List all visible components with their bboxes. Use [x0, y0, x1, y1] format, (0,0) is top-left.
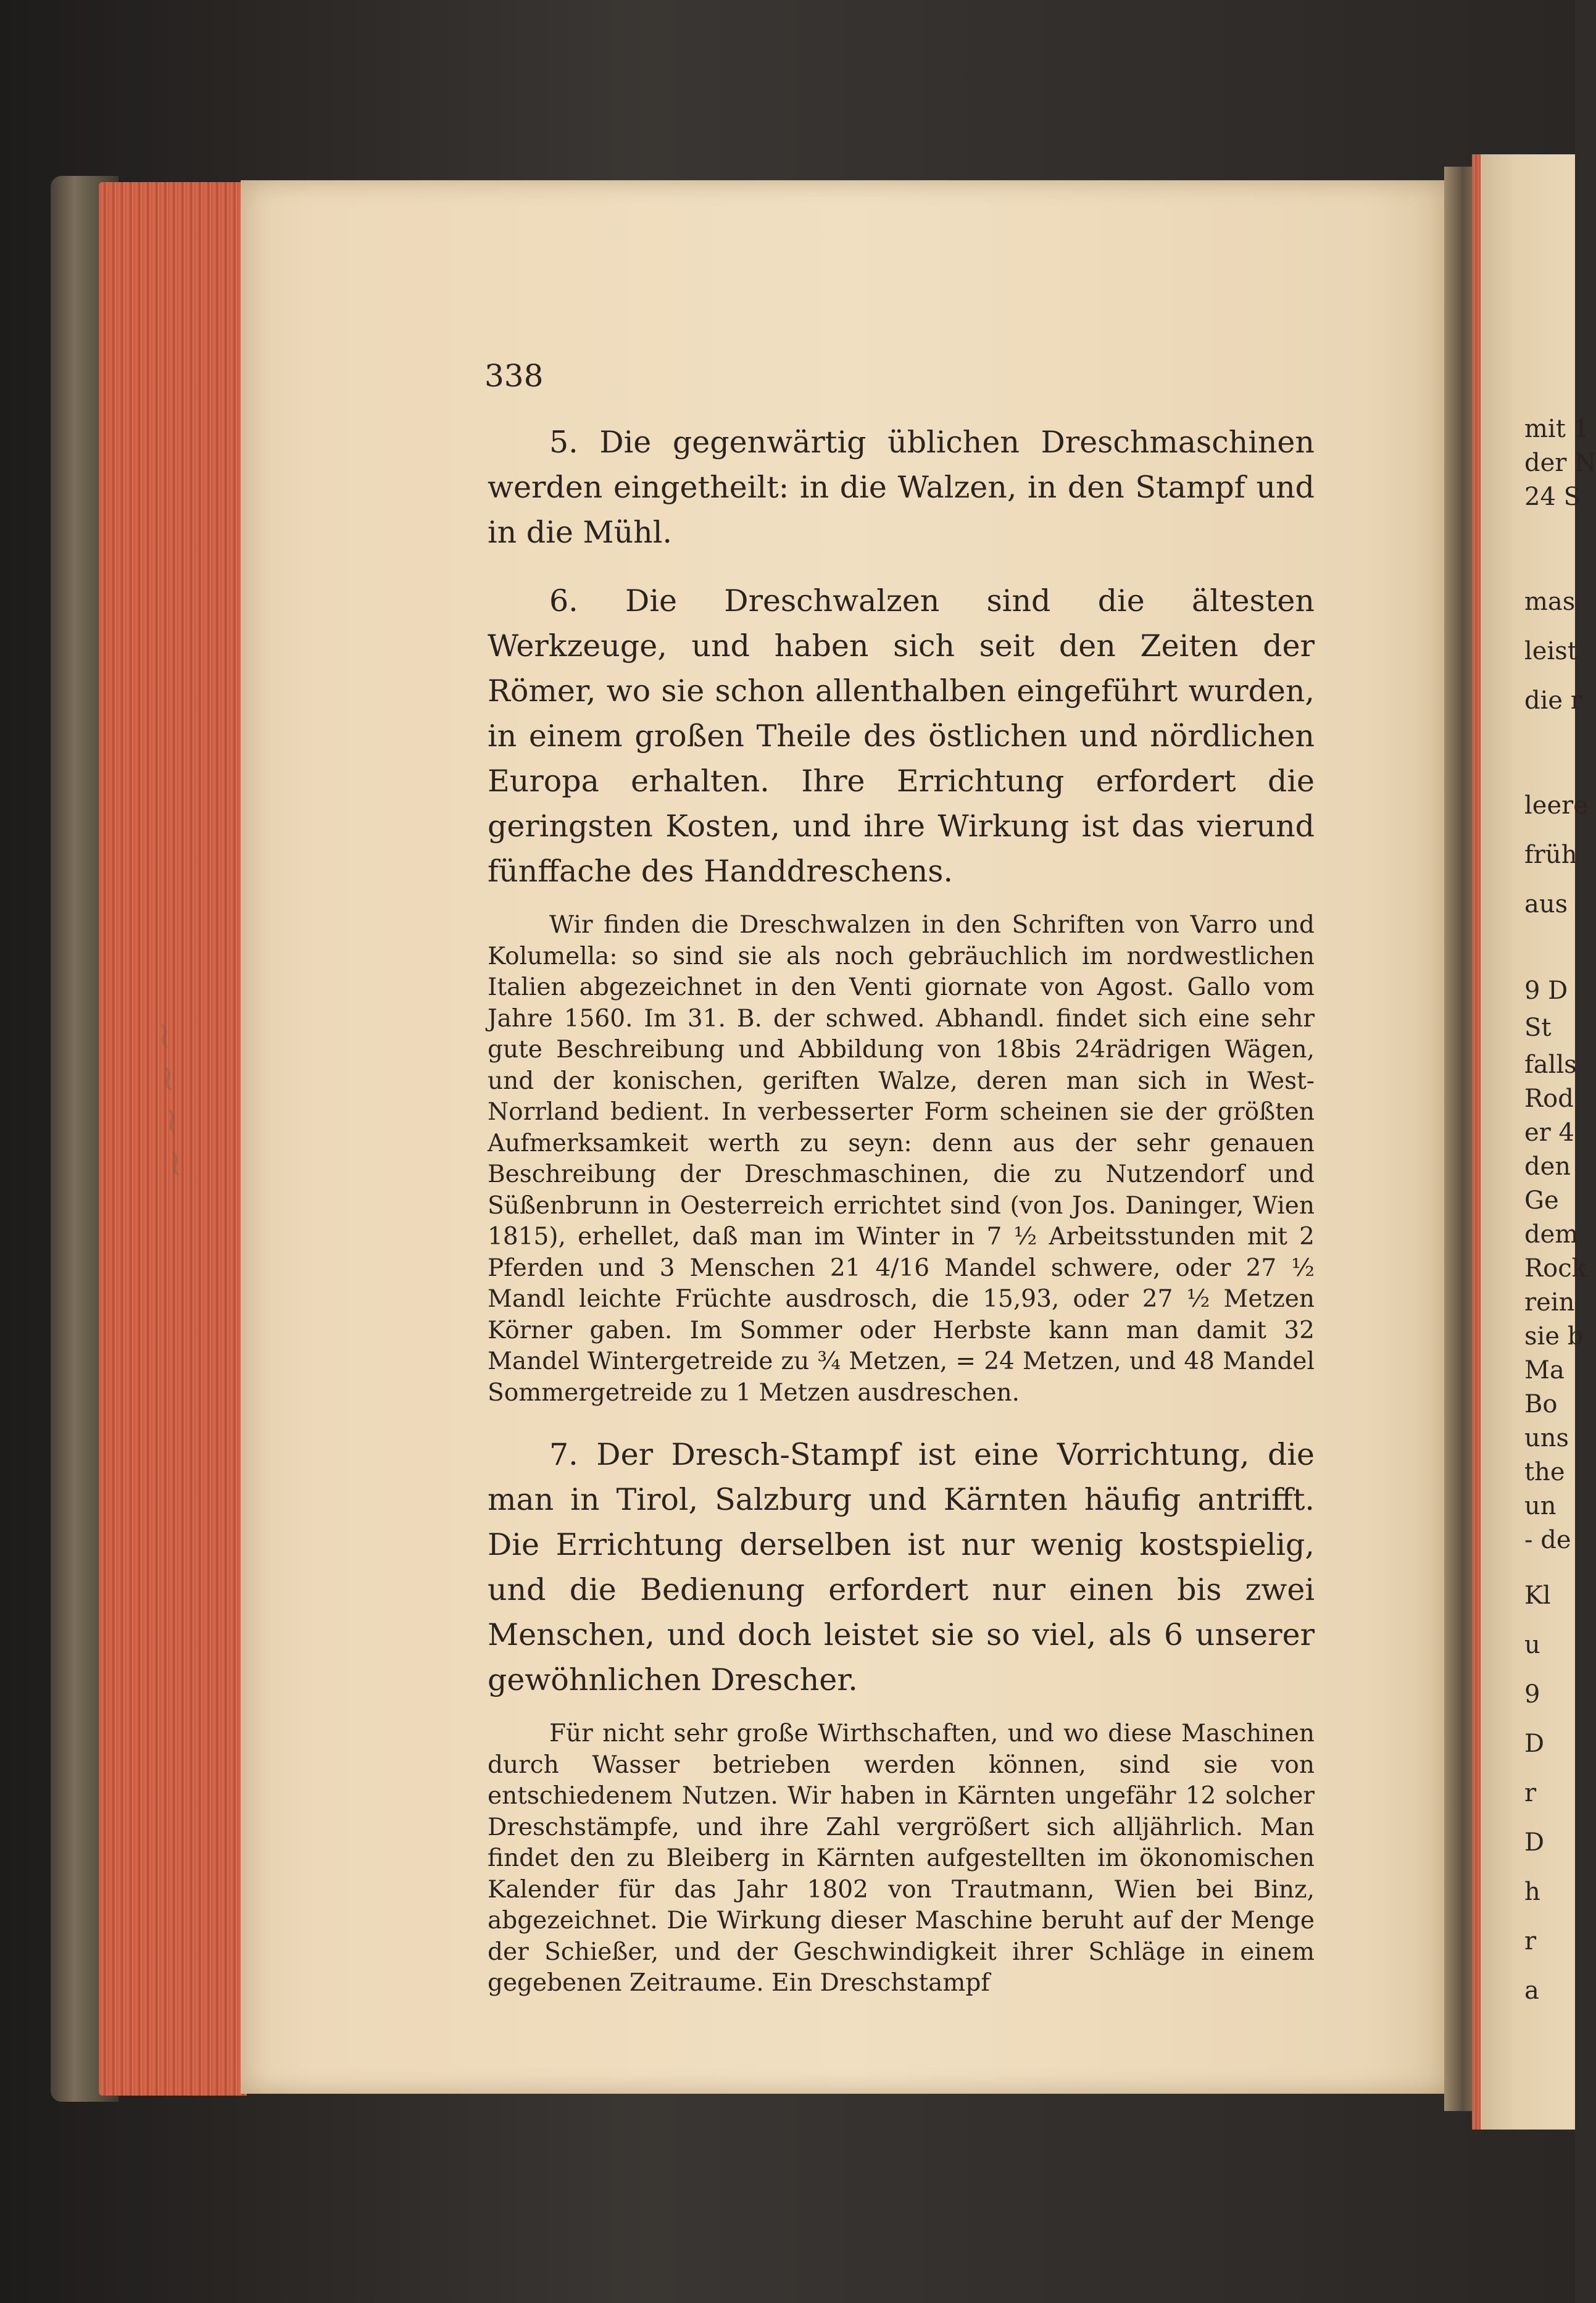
- page-number: 338: [484, 358, 544, 394]
- right-page-fragment: St: [1524, 1014, 1552, 1042]
- right-page-fragment: un: [1524, 1492, 1557, 1520]
- right-page-fragment: den: [1524, 1152, 1571, 1181]
- right-page-fragment: uns: [1524, 1424, 1569, 1452]
- right-page-fragment: leist: [1524, 637, 1577, 665]
- right-page-fragment: der N: [1524, 449, 1596, 477]
- right-page-fragment: dem: [1524, 1220, 1579, 1249]
- right-page-fragment: die r: [1524, 686, 1582, 715]
- right-page-fragment: Rock: [1524, 1254, 1587, 1283]
- footnote-paragraph: Für nicht sehr große Wirthschaften, und wo diese Maschinen durch Wasser betrieben werden können, sind sie von entschiedenem Nutzen. Wir haben in Kärnten ungefähr 12 solcher Dreschstämpfe, und ihre Zahl vergrößert sich alljährlich. Man findet den zu Bleiberg in Kärnten aufgestellten im ökonomischen Kalender für das Jahr 1802 von Trautmann, Wien bei Binz, abgezeichnet. Die Wirkung dieser Maschine beruht auf der Menge der Schießer, und der Geschwindigkeit ihrer Schläge in einem gegebenen Zeitraume. Ein Dreschstampf: [488, 1720, 1315, 1997]
- body-paragraph: 5. Die gegenwärtig üblichen Dreschmaschinen werden eingetheilt: in die Walzen, in den Stampf und in die Mühl.: [488, 425, 1315, 550]
- right-page-fragment: 9: [1524, 1680, 1540, 1709]
- right-page-fragment: mit 1: [1524, 415, 1589, 443]
- right-page-fragment: r: [1524, 1927, 1537, 1955]
- right-page-fragment: 9 D: [1524, 977, 1568, 1005]
- body-paragraph: 7. Der Dresch-Stampf ist eine Vorrichtung, die man in Tirol, Salzburg und Kärnten häufig antrifft. Die Errichtung derselben ist nur wenig kostspielig, und die Bedienung erfordert nur einen bis zwei Menschen, und doch leistet sie so viel, als 6 unserer gewöhnlichen Drescher.: [488, 1437, 1315, 1697]
- right-page-fragment: r: [1524, 1779, 1537, 1807]
- right-page-fragment: Bo: [1524, 1390, 1558, 1418]
- right-page-fragment: er 4: [1524, 1118, 1574, 1147]
- right-page-fragment: Kl: [1524, 1581, 1551, 1610]
- right-page-fragment: D: [1524, 1730, 1545, 1758]
- right-page-fragment: aus: [1524, 890, 1568, 918]
- body-paragraph: 6. Die Dreschwalzen sind die ältesten Werkzeuge, und haben sich seit den Zeiten der Römer, wo sie schon allenthalben eingeführt wurden, in einem großen Theile des östlichen und nördlichen Europa erhalten. Ihre Errichtung erfordert die geringsten Kosten, und ihre Wirkung ist das vierund fünffache des Handdreschens.: [488, 583, 1315, 889]
- right-page-fragment: leere: [1524, 791, 1588, 820]
- right-page-fragment: Rod: [1524, 1085, 1574, 1113]
- right-page-fragment: Ge: [1524, 1186, 1559, 1215]
- right-page-fragment: u: [1524, 1631, 1540, 1659]
- right-page-fragment: mas: [1524, 588, 1576, 616]
- right-page-fragment: Ma: [1524, 1356, 1565, 1385]
- right-page-fragment: D: [1524, 1828, 1545, 1857]
- footnote-paragraph: Wir finden die Dreschwalzen in den Schriften von Varro und Kolumella: so sind sie als noch gebräuchlich im nordwestlichen Italien abgezeichnet in den Venti giornate von Agost. Gallo vom Jahre 1560. Im 31. B. der schwed. Abhandl. findet sich eine sehr gute Beschreibung und Abbildung von 18bis 24rädrigen Wägen, und der konischen, geriften Walze, deren man sich in West-Norrland bedient. In verbesserter Form scheinen sie der größten Aufmerksamkeit werth zu seyn: denn aus der sehr genauen Beschreibung der Dreschmaschinen, die zu Nutzendorf und Süßenbrunn in Oesterreich errichtet sind (von Jos. Daninger, Wien 1815), erhellet, daß man im Winter in 7 ½ Arbeitsstunden mit 2 Pferden und 3 Menschen 21 4/16 Mandel schwere, oder 27 ½ Mandl leichte Früchte ausdrosch, die 15,93, oder 27 ½ Metzen Körner gaben. Im Sommer oder Herbste kann man damit 32 Mandel Wintergetreide zu ¾ Metzen, = 24 Metzen, und 48 Mandel Sommergetreide zu 1 Metzen ausdreschen.: [488, 911, 1315, 1407]
- right-page-fragment: rein: [1524, 1288, 1575, 1317]
- page-body-text: [488, 420, 1315, 1999]
- right-page-fragment: h: [1524, 1878, 1540, 1906]
- right-page-fragment: sie b: [1524, 1322, 1584, 1351]
- right-page-fragment: - de: [1524, 1526, 1571, 1554]
- right-page-fragment: falls: [1524, 1051, 1577, 1079]
- right-page-fragment: a: [1524, 1976, 1539, 2005]
- right-page-fragment: früh: [1524, 841, 1577, 869]
- right-page-fragment: 24 S: [1524, 483, 1581, 511]
- pencil-marks: ~ ~ ~ ~: [142, 1018, 199, 1181]
- page-edges-right: [1472, 154, 1481, 2130]
- right-page-fragment: the: [1524, 1458, 1565, 1486]
